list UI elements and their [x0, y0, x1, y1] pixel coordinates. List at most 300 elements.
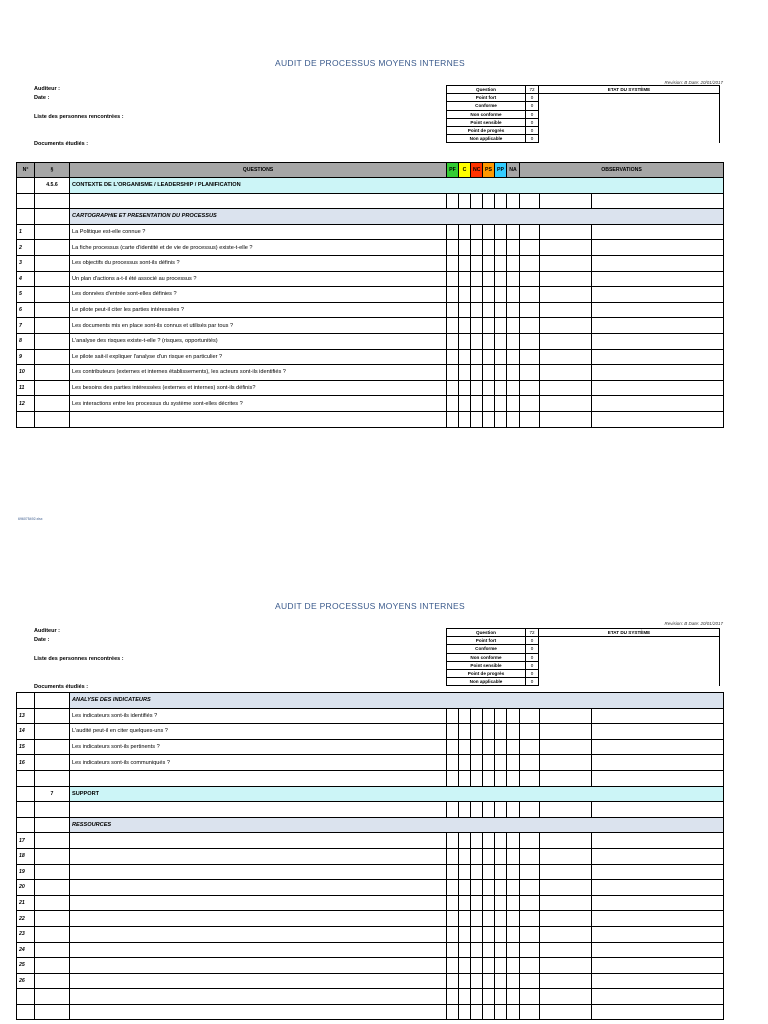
rating-cell — [471, 942, 483, 958]
rating-cell — [447, 333, 459, 349]
rating-cell — [540, 755, 592, 771]
rating-cell — [447, 302, 459, 318]
question-row — [17, 973, 724, 989]
question-row — [17, 864, 724, 880]
rating-cell — [495, 349, 507, 365]
status-value: 0 — [526, 110, 539, 118]
rating-cell — [483, 770, 495, 786]
rating-cell — [495, 833, 507, 849]
status-blank — [539, 637, 720, 645]
question-row — [17, 365, 724, 381]
rating-cell — [495, 911, 507, 927]
rating-cell — [471, 895, 483, 911]
rating-cell — [520, 318, 540, 334]
rating-cell — [483, 302, 495, 318]
rating-cell — [540, 724, 592, 740]
rating-cell — [447, 755, 459, 771]
rating-cell — [495, 287, 507, 303]
question-text — [70, 880, 447, 896]
observation-cell — [592, 880, 724, 896]
rating-cell — [483, 380, 495, 396]
status-blank — [539, 653, 720, 661]
num-cell — [17, 802, 35, 818]
question-text — [70, 895, 447, 911]
rating-cell — [520, 958, 540, 974]
rating-cell — [520, 349, 540, 365]
question-row — [17, 240, 724, 256]
status-value: 0 — [526, 126, 539, 134]
blank-row — [17, 989, 724, 1005]
section-cell — [35, 1004, 70, 1020]
section-cell — [35, 271, 70, 287]
question-number: 13 — [17, 708, 35, 724]
rating-cell — [447, 271, 459, 287]
question-text — [70, 848, 447, 864]
rating-cell — [471, 864, 483, 880]
observation-cell — [592, 318, 724, 334]
rating-cell — [540, 802, 592, 818]
num-header: N° — [17, 163, 35, 178]
section-cell — [35, 864, 70, 880]
observation-cell — [592, 1004, 724, 1020]
rating-cell — [459, 349, 471, 365]
rating-cell — [495, 708, 507, 724]
rating-cell — [459, 333, 471, 349]
rating-cell — [520, 724, 540, 740]
status-value: 0 — [526, 94, 539, 102]
rating-cell — [495, 942, 507, 958]
rating-cell — [495, 318, 507, 334]
num-cell — [17, 693, 35, 709]
rating-cell — [495, 365, 507, 381]
status-value: 72 — [526, 629, 539, 637]
rating-cell — [520, 864, 540, 880]
rating-cell — [507, 942, 520, 958]
rating-cell — [520, 365, 540, 381]
status-value: 0 — [526, 653, 539, 661]
status-label: Point de progrès — [447, 669, 526, 677]
rating-cell — [447, 880, 459, 896]
section-cell — [35, 911, 70, 927]
rating-cell — [471, 287, 483, 303]
rating-cell — [495, 848, 507, 864]
rating-cell — [540, 833, 592, 849]
question-text — [70, 958, 447, 974]
rating-cell — [459, 365, 471, 381]
rating-cell — [483, 911, 495, 927]
status-blank — [539, 126, 720, 134]
question-text — [70, 411, 447, 427]
rating-cell — [540, 411, 592, 427]
status-blank — [539, 669, 720, 677]
rating-cell — [459, 739, 471, 755]
rating-cell — [540, 302, 592, 318]
rating-cell — [507, 255, 520, 271]
observation-cell — [592, 848, 724, 864]
rating-cell — [471, 989, 483, 1005]
section-cell — [35, 802, 70, 818]
question-text — [70, 802, 447, 818]
rating-cell — [483, 396, 495, 412]
subsection-row — [17, 209, 724, 225]
observation-cell — [592, 349, 724, 365]
rating-cell — [447, 318, 459, 334]
rating-cell — [540, 926, 592, 942]
rating-cell — [507, 958, 520, 974]
rating-cell — [447, 411, 459, 427]
rating-cell — [459, 240, 471, 256]
question-number: 1 — [17, 224, 35, 240]
question-number: 8 — [17, 333, 35, 349]
section-cell — [35, 333, 70, 349]
rating-cell — [459, 802, 471, 818]
auditeur-label: Auditeur : — [34, 628, 60, 634]
rating-cell — [459, 411, 471, 427]
rating-cell — [483, 833, 495, 849]
rating-cell — [483, 1004, 495, 1020]
rating-cell — [483, 989, 495, 1005]
question-row — [17, 255, 724, 271]
observation-cell — [592, 724, 724, 740]
question-number: 19 — [17, 864, 35, 880]
status-label: Non applicable — [447, 135, 526, 143]
question-number: 24 — [17, 942, 35, 958]
section-cell — [35, 817, 70, 833]
rating-cell — [447, 911, 459, 927]
status-label: Point fort — [447, 94, 526, 102]
rating-cell — [459, 833, 471, 849]
rating-cell — [507, 411, 520, 427]
rating-cell — [447, 224, 459, 240]
status-value: 0 — [526, 118, 539, 126]
rating-cell — [471, 302, 483, 318]
num-cell — [17, 411, 35, 427]
question-row — [17, 880, 724, 896]
question-text: Un plan d'actions a-t-il été associé au processus ? — [70, 271, 447, 287]
status-row — [447, 110, 720, 118]
status-row — [447, 118, 720, 126]
status-label: Point sensible — [447, 118, 526, 126]
observation-cell — [592, 942, 724, 958]
rating-cell — [471, 271, 483, 287]
rating-cell — [447, 848, 459, 864]
status-label: Point de progrès — [447, 126, 526, 134]
rating-cell — [447, 255, 459, 271]
observation-cell — [592, 255, 724, 271]
rating-cell — [471, 318, 483, 334]
file-footer: 696075492.xlsx — [18, 517, 43, 521]
status-value: 0 — [526, 661, 539, 669]
rating-cell — [459, 911, 471, 927]
question-number: 17 — [17, 833, 35, 849]
rating-cell — [483, 848, 495, 864]
question-row — [17, 848, 724, 864]
blank-row — [17, 193, 724, 209]
section-cell — [35, 255, 70, 271]
observation-cell — [592, 396, 724, 412]
num-cell — [17, 989, 35, 1005]
observation-cell — [592, 708, 724, 724]
rating-cell — [520, 770, 540, 786]
question-row — [17, 724, 724, 740]
question-number: 4 — [17, 271, 35, 287]
rating-cell — [471, 1004, 483, 1020]
rating-cell — [520, 708, 540, 724]
status-blank — [539, 678, 720, 686]
rating-cell — [507, 318, 520, 334]
rating-cell — [507, 1004, 520, 1020]
rating-cell — [507, 895, 520, 911]
question-text: Les objectifs du processus sont-ils définis ? — [70, 255, 447, 271]
observation-cell — [592, 739, 724, 755]
question-text: La fiche processus (carte d'identité et de vie de processus) existe-t-elle ? — [70, 240, 447, 256]
question-row — [17, 755, 724, 771]
observation-cell — [592, 271, 724, 287]
status-blank — [539, 94, 720, 102]
rating-cell — [520, 739, 540, 755]
rating-cell — [495, 1004, 507, 1020]
blank-row — [17, 802, 724, 818]
rating-cell — [483, 880, 495, 896]
rating-cell — [483, 193, 495, 209]
rating-cell — [495, 926, 507, 942]
rating-cell — [520, 240, 540, 256]
observation-cell — [592, 302, 724, 318]
rating-cell — [495, 724, 507, 740]
status-label: Point fort — [447, 637, 526, 645]
rating-cell — [495, 770, 507, 786]
rating-cell — [471, 708, 483, 724]
rating-cell — [520, 396, 540, 412]
status-row — [447, 102, 720, 110]
status-label: Non applicable — [447, 678, 526, 686]
question-number: 5 — [17, 287, 35, 303]
na-header: NA — [507, 163, 520, 178]
system-status-table — [446, 628, 720, 686]
rating-cell — [483, 895, 495, 911]
rating-cell — [507, 833, 520, 849]
rating-cell — [483, 739, 495, 755]
question-number: 15 — [17, 739, 35, 755]
question-row — [17, 911, 724, 927]
rating-cell — [447, 380, 459, 396]
rating-cell — [459, 271, 471, 287]
rating-cell — [459, 224, 471, 240]
rating-cell — [447, 724, 459, 740]
rating-cell — [495, 271, 507, 287]
rating-cell — [540, 911, 592, 927]
rating-cell — [447, 365, 459, 381]
question-text: Les données d'entrée sont-elles définies ? — [70, 287, 447, 303]
question-text — [70, 770, 447, 786]
question-row — [17, 739, 724, 755]
rating-cell — [483, 349, 495, 365]
rating-cell — [447, 739, 459, 755]
rating-cell — [540, 880, 592, 896]
rating-cell — [540, 396, 592, 412]
question-text: Les indicateurs sont-ils communiqués ? — [70, 755, 447, 771]
observation-cell — [592, 770, 724, 786]
section-cell — [35, 693, 70, 709]
question-number: 6 — [17, 302, 35, 318]
section-cell — [35, 880, 70, 896]
section-cell — [35, 755, 70, 771]
rating-cell — [471, 411, 483, 427]
rating-cell — [459, 958, 471, 974]
rating-cell — [447, 1004, 459, 1020]
rating-cell — [507, 770, 520, 786]
rating-cell — [540, 333, 592, 349]
rating-cell — [483, 973, 495, 989]
observation-cell — [592, 911, 724, 927]
question-row — [17, 958, 724, 974]
question-text — [70, 833, 447, 849]
personnes-label: Liste des personnes rencontrées : — [34, 114, 124, 120]
rating-cell — [459, 724, 471, 740]
section-cell — [35, 318, 70, 334]
blank-row — [17, 1004, 724, 1020]
rating-cell — [447, 802, 459, 818]
rating-cell — [459, 380, 471, 396]
question-number: 9 — [17, 349, 35, 365]
rating-cell — [540, 271, 592, 287]
status-blank — [539, 135, 720, 143]
status-row — [447, 645, 720, 653]
observation-cell — [592, 802, 724, 818]
status-row — [447, 126, 720, 134]
status-value: 0 — [526, 669, 539, 677]
rating-cell — [540, 895, 592, 911]
rating-cell — [483, 802, 495, 818]
question-number: 26 — [17, 973, 35, 989]
question-row — [17, 708, 724, 724]
subsection-title: CARTOGRAPHIE ET PRESENTATION DU PROCESSUS — [70, 209, 724, 225]
subsection-row — [17, 693, 724, 709]
num-cell — [17, 178, 35, 194]
rating-cell — [471, 739, 483, 755]
num-cell — [17, 770, 35, 786]
status-header: ETAT DU SYSTÈME — [539, 86, 720, 94]
observation-cell — [592, 833, 724, 849]
rating-cell — [520, 973, 540, 989]
status-value: 0 — [526, 645, 539, 653]
rating-cell — [447, 958, 459, 974]
section-number: 7 — [35, 786, 70, 802]
observation-cell — [592, 973, 724, 989]
revision-label: Revision: B Date: 20/01/2017 — [664, 80, 723, 85]
observation-cell — [592, 411, 724, 427]
rating-cell — [495, 193, 507, 209]
section-cell — [35, 708, 70, 724]
rating-cell — [483, 318, 495, 334]
rating-cell — [507, 365, 520, 381]
observation-cell — [592, 193, 724, 209]
rating-cell — [520, 224, 540, 240]
rating-cell — [540, 224, 592, 240]
rating-cell — [447, 349, 459, 365]
rating-cell — [507, 224, 520, 240]
section-cell — [35, 942, 70, 958]
rating-cell — [459, 708, 471, 724]
rating-cell — [507, 864, 520, 880]
question-text — [70, 926, 447, 942]
rating-cell — [447, 240, 459, 256]
rating-cell — [495, 255, 507, 271]
section-cell — [35, 895, 70, 911]
rating-cell — [520, 911, 540, 927]
rating-cell — [507, 802, 520, 818]
rating-cell — [540, 380, 592, 396]
status-row — [447, 669, 720, 677]
rating-cell — [459, 848, 471, 864]
question-text: Les indicateurs sont-ils identifiés ? — [70, 708, 447, 724]
rating-cell — [520, 380, 540, 396]
rating-cell — [495, 989, 507, 1005]
chapter-row — [17, 786, 724, 802]
rating-cell — [471, 848, 483, 864]
section-cell — [35, 848, 70, 864]
section-cell — [35, 302, 70, 318]
question-number: 11 — [17, 380, 35, 396]
question-row — [17, 224, 724, 240]
rating-cell — [495, 240, 507, 256]
rating-cell — [447, 895, 459, 911]
rating-cell — [540, 708, 592, 724]
question-number: 3 — [17, 255, 35, 271]
section-cell — [35, 380, 70, 396]
observation-cell — [592, 755, 724, 771]
rating-cell — [483, 411, 495, 427]
rating-cell — [495, 411, 507, 427]
observation-cell — [592, 224, 724, 240]
observation-cell — [592, 333, 724, 349]
rating-cell — [520, 1004, 540, 1020]
rating-cell — [507, 880, 520, 896]
num-cell — [17, 817, 35, 833]
rating-cell — [520, 411, 540, 427]
rating-cell — [495, 973, 507, 989]
status-label: Non conforme — [447, 110, 526, 118]
question-row — [17, 833, 724, 849]
question-row — [17, 942, 724, 958]
question-number: 25 — [17, 958, 35, 974]
observation-cell — [592, 895, 724, 911]
rating-cell — [483, 365, 495, 381]
rating-cell — [471, 224, 483, 240]
status-header: ETAT DU SYSTÈME — [539, 629, 720, 637]
section-cell — [35, 209, 70, 225]
question-number: 12 — [17, 396, 35, 412]
rating-cell — [483, 864, 495, 880]
subsection-title: RESSOURCES — [70, 817, 724, 833]
question-text — [70, 864, 447, 880]
rating-cell — [447, 708, 459, 724]
rating-cell — [483, 287, 495, 303]
observation-cell — [592, 864, 724, 880]
rating-cell — [507, 708, 520, 724]
status-blank — [539, 102, 720, 110]
rating-cell — [471, 240, 483, 256]
section-cell — [35, 193, 70, 209]
rating-cell — [471, 380, 483, 396]
rating-cell — [507, 380, 520, 396]
status-row — [447, 637, 720, 645]
rating-cell — [483, 255, 495, 271]
status-row — [447, 678, 720, 686]
rating-cell — [459, 396, 471, 412]
rating-cell — [483, 942, 495, 958]
rating-cell — [483, 958, 495, 974]
